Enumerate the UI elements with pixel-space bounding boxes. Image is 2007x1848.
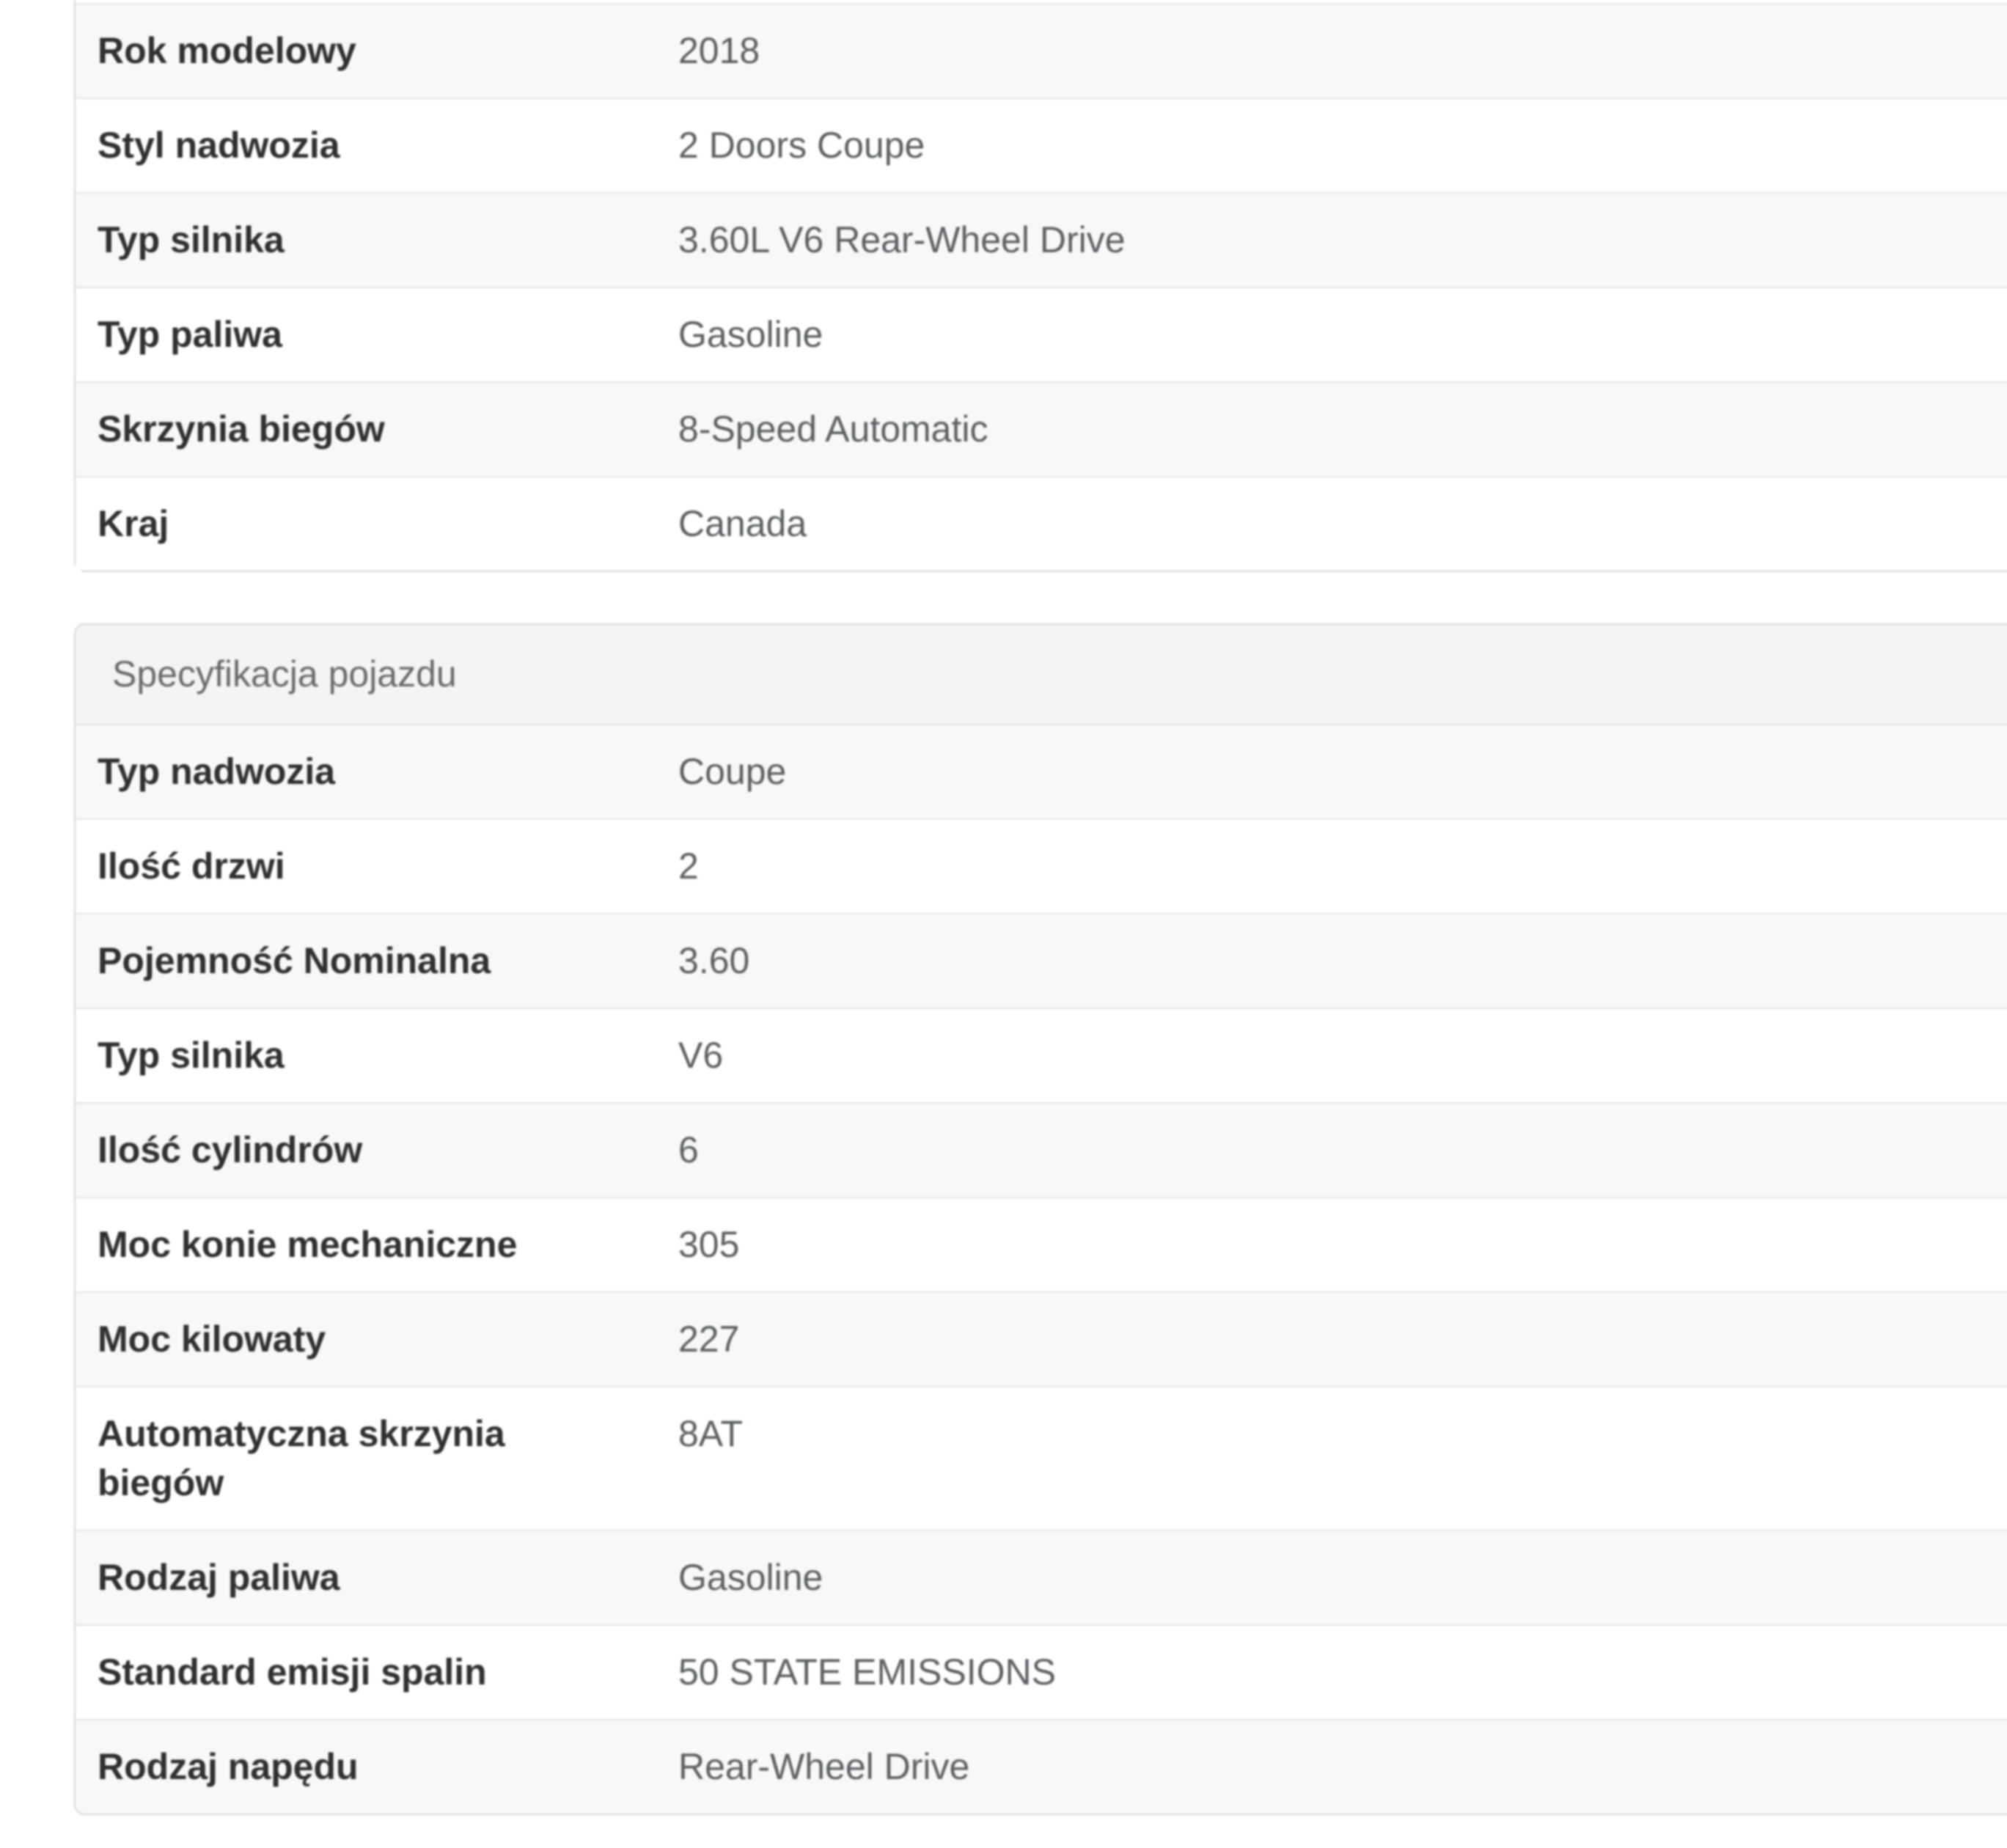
- row-value: 3.60: [678, 940, 750, 981]
- table-row: [76, 1292, 2007, 1387]
- row-value: 50 STATE EMISSIONS: [678, 1651, 1056, 1693]
- row-value: 3.60L V6 Rear-Wheel Drive: [678, 219, 1126, 260]
- row-label: Ilość drzwi: [98, 846, 285, 887]
- table-row: [76, 477, 2007, 571]
- table-row: [76, 1387, 2007, 1530]
- row-label: Skrzynia biegów: [98, 408, 385, 450]
- panel-title: Specyfikacja pojazdu: [76, 625, 2007, 724]
- table-row: [76, 382, 2007, 477]
- row-value: 2018: [678, 30, 760, 71]
- row-label: Styl nadwozia: [98, 125, 340, 166]
- table-row: [76, 1720, 2007, 1814]
- table-row: [76, 914, 2007, 1008]
- row-value: 6: [678, 1129, 699, 1170]
- table-row: [76, 1198, 2007, 1292]
- table-row: [76, 1625, 2007, 1720]
- row-label: Typ silnika: [98, 219, 285, 260]
- row-label: Moc kilowaty: [98, 1319, 326, 1360]
- row-value: 8AT: [678, 1413, 743, 1454]
- table-row: [76, 98, 2007, 193]
- row-label: Typ silnika: [98, 1035, 285, 1076]
- row-value: 2 Doors Coupe: [678, 125, 925, 166]
- row-label: Kraj: [98, 503, 169, 544]
- table-row: [76, 1103, 2007, 1198]
- table-row: [76, 725, 2007, 819]
- row-label: Rodzaj paliwa: [98, 1557, 340, 1598]
- row-label: Typ paliwa: [98, 314, 282, 355]
- specification-table: [76, 724, 2007, 1814]
- row-label: Rodzaj napędu: [98, 1746, 359, 1787]
- row-value: Rear-Wheel Drive: [678, 1746, 970, 1787]
- row-label: Standard emisji spalin: [98, 1651, 487, 1693]
- row-value: 305: [678, 1224, 740, 1265]
- table-row: [76, 4, 2007, 98]
- row-value: Gasoline: [678, 1557, 823, 1598]
- specification-panel: [74, 623, 2007, 1815]
- row-label: Rok modelowy: [98, 30, 356, 71]
- row-value: 8-Speed Automatic: [678, 408, 988, 450]
- table-row: [76, 1008, 2007, 1103]
- row-label: Automatyczna skrzynia biegów: [98, 1413, 505, 1503]
- row-label: Pojemność Nominalna: [98, 940, 491, 981]
- row-value: V6: [678, 1035, 724, 1076]
- row-value: Coupe: [678, 751, 787, 792]
- row-value: Canada: [678, 503, 807, 544]
- table-row: [76, 819, 2007, 914]
- row-value: Gasoline: [678, 314, 823, 355]
- table-row: [76, 193, 2007, 287]
- row-label: Ilość cylindrów: [98, 1129, 363, 1170]
- table-row: [76, 287, 2007, 382]
- basic-info-table: [76, 3, 2007, 571]
- row-value: 227: [678, 1319, 740, 1360]
- basic-info-panel: [74, 0, 2007, 572]
- row-label: Typ nadwozia: [98, 751, 336, 792]
- table-row: [76, 1530, 2007, 1625]
- row-value: 2: [678, 846, 699, 887]
- row-label: Moc konie mechaniczne: [98, 1224, 518, 1265]
